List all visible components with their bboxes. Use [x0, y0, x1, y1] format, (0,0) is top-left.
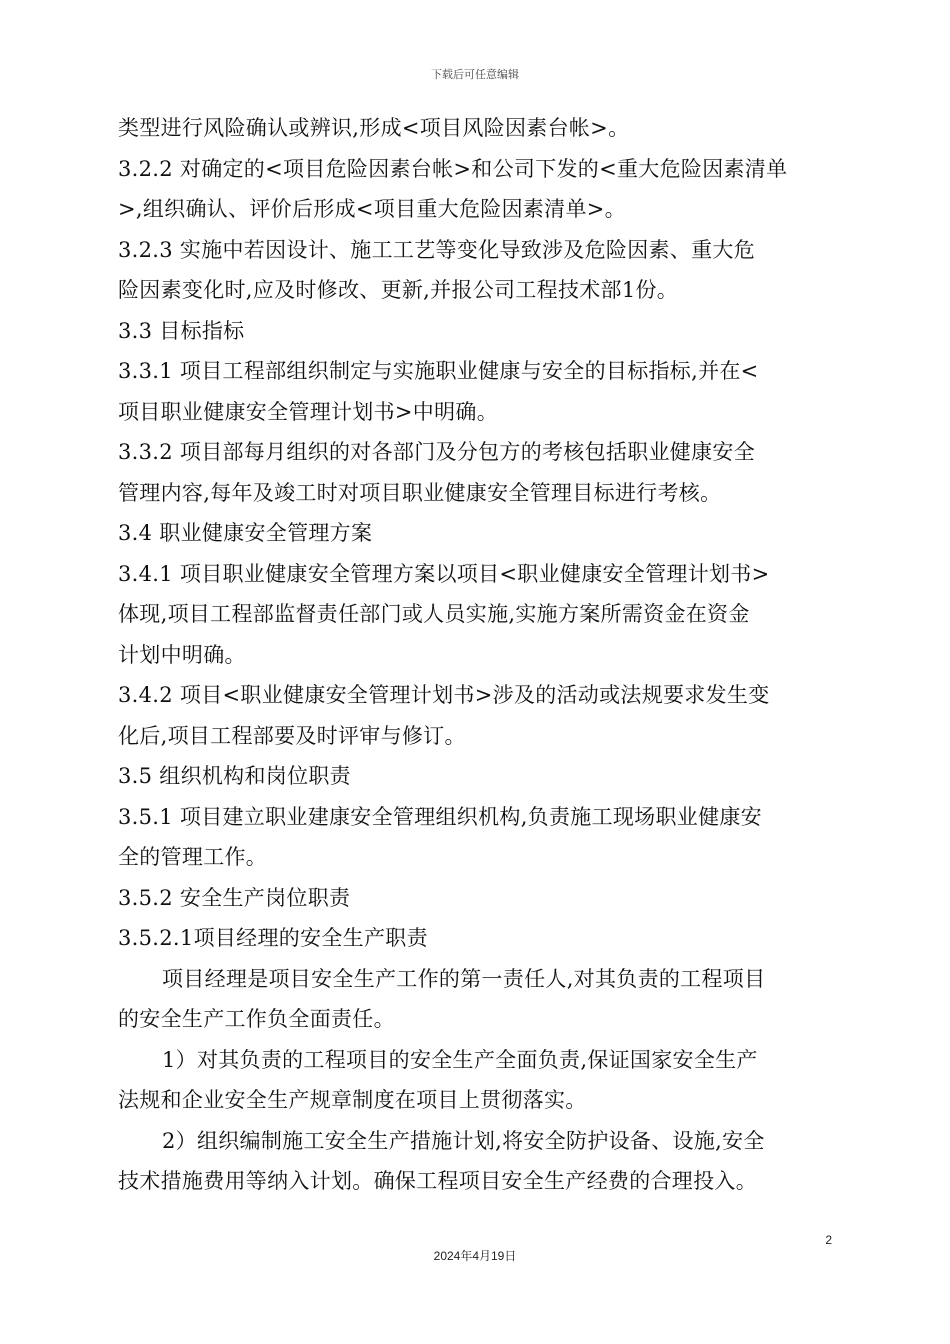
text-line: 3.4.2 项目<职业健康安全管理计划书>涉及的活动或法规要求发生变 — [118, 683, 770, 707]
text-line: 管理内容,每年及竣工时对项目职业健康安全管理目标进行考核。 — [118, 480, 722, 505]
text-line: 全的管理工作。 — [118, 845, 268, 869]
list-item-line: 技术措施费用等纳入计划。确保工程项目安全生产经费的合理投入。 — [118, 1169, 757, 1193]
subsection-heading: 3.5.2.1项目经理的安全生产职责 — [118, 926, 428, 950]
paragraph-line: 项目经理是项目安全生产工作的第一责任人,对其负责的工程项目 — [162, 966, 766, 991]
section-heading: 3.4 职业健康安全管理方案 — [118, 521, 373, 545]
text-line: 3.2.3 实施中若因设计、施工工艺等变化导致涉及危险因素、重大危 — [118, 237, 756, 262]
page-header: 下载后可任意编辑 — [431, 68, 519, 81]
list-item-line: 法规和企业安全生产规章制度在项目上贯彻落实。 — [118, 1088, 587, 1112]
text-line: 3.3.1 项目工程部组织制定与实施职业健康与安全的目标指标,并在< — [118, 359, 759, 383]
text-line: 类型进行风险确认或辨识,形成<项目风险因素台帐>。 — [118, 116, 630, 140]
paragraph-line: 的安全生产工作负全面责任。 — [118, 1007, 395, 1031]
text-line: 3.5.1 项目建立职业建康安全管理组织机构,负责施工现场职业健康安 — [118, 804, 762, 829]
list-item-line: 1）对其负责的工程项目的安全生产全面负责,保证国家安全生产 — [162, 1047, 758, 1072]
footer-date: 2024年4月19日 — [433, 1249, 517, 1263]
text-line: 体现,项目工程部监督责任部门或人员实施,实施方案所需资金在资金 — [118, 602, 750, 626]
section-heading: 3.5 组织机构和岗位职责 — [118, 764, 351, 788]
text-line: 3.4.1 项目职业健康安全管理方案以项目<职业健康安全管理计划书> — [118, 561, 770, 586]
text-line: 化后,项目工程部要及时评审与修订。 — [118, 723, 466, 748]
text-line: 3.2.2 对确定的<项目危险因素台帐>和公司下发的<重大危险因素清单 — [118, 156, 788, 181]
text-line: 险因素变化时,应及时修改、更新,并报公司工程技术部1份。 — [118, 278, 679, 302]
section-heading: 3.3 目标指标 — [118, 318, 245, 343]
document-body — [118, 108, 838, 1202]
text-line: >,组织确认、评价后形成<项目重大危险因素清单>。 — [118, 197, 626, 221]
page-number: 2 — [825, 1233, 832, 1247]
text-line: 3.3.2 项目部每月组织的对各部门及分包方的考核包括职业健康安全 — [118, 440, 756, 464]
subsection-heading: 3.5.2 安全生产岗位职责 — [118, 885, 351, 910]
list-item-line: 2）组织编制施工安全生产措施计划,将安全防护设备、设施,安全 — [162, 1128, 765, 1153]
text-line: 计划中明确。 — [118, 642, 246, 667]
text-line: 项目职业健康安全管理计划书>中明确。 — [118, 399, 498, 424]
